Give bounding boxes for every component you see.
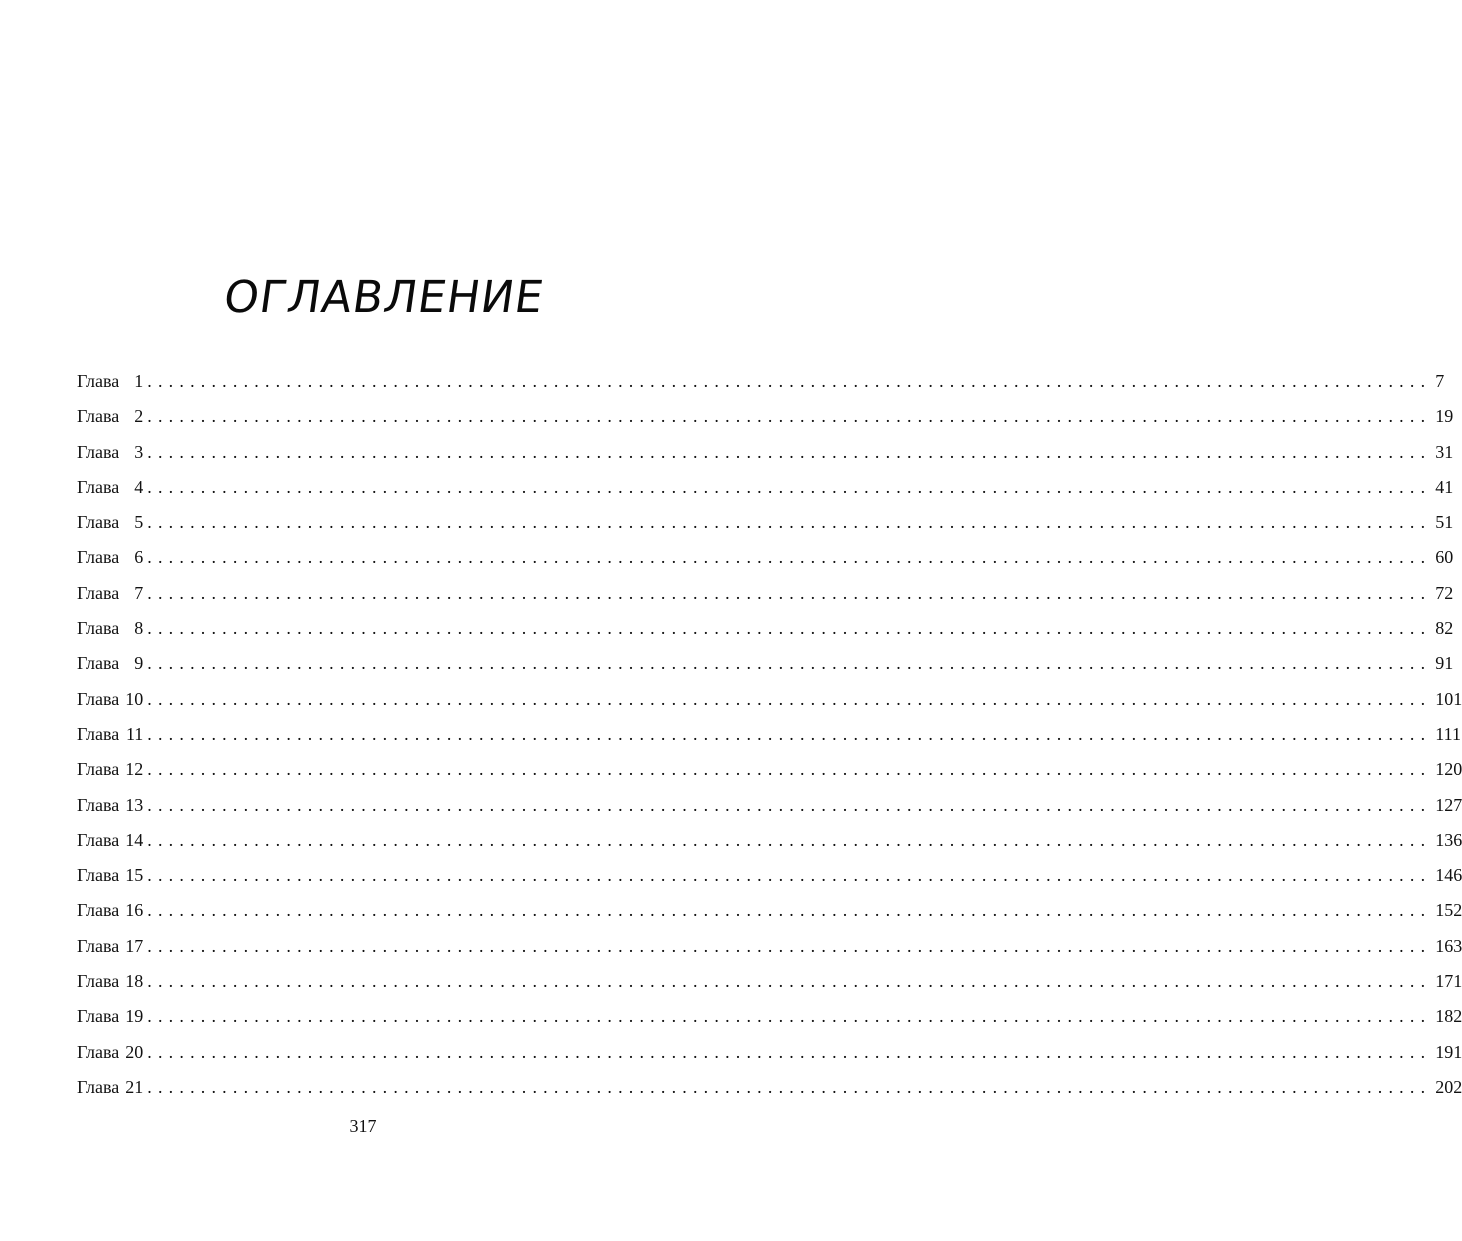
toc-entry-label: Глава — [77, 723, 120, 744]
toc-entry-number: 11 — [125, 723, 144, 744]
dot-leader: ........................................................................................................................ — [147, 582, 1432, 603]
toc-entry-page: 202 — [1435, 1076, 1462, 1097]
toc-entry-page: 120 — [1435, 759, 1462, 780]
toc-entry-number: 20 — [125, 1041, 144, 1062]
toc-entry-number: 16 — [125, 900, 144, 921]
page-number: 317 — [349, 1116, 377, 1136]
toc-entry-page: 127 — [1435, 794, 1462, 815]
toc-entry-label: Глава — [77, 582, 120, 603]
toc-entry-label: Глава — [77, 759, 120, 780]
dot-leader: ........................................................................................................................ — [147, 547, 1432, 568]
toc-entry — [77, 999, 1462, 1034]
toc-entry-page: 171 — [1435, 971, 1462, 992]
toc-entry-page: 82 — [1435, 618, 1454, 639]
toc-entry-label: Глава — [77, 1041, 120, 1062]
toc-entry-number: 9 — [134, 653, 144, 674]
toc-entry — [77, 505, 1454, 540]
toc-entry-number: 6 — [134, 547, 144, 568]
toc-entry-label: Глава — [77, 618, 120, 639]
toc-entry — [77, 399, 1454, 434]
toc-entry-page: 111 — [1435, 723, 1461, 744]
dot-leader: ........................................................................................................................ — [147, 829, 1432, 850]
toc-entry-number: 3 — [134, 441, 144, 462]
toc-entry-label: Глава — [77, 371, 120, 391]
dot-leader: ........................................................................................................................ — [147, 1076, 1432, 1097]
toc-entry-page: 91 — [1435, 653, 1454, 674]
toc-entry-number: 7 — [134, 582, 144, 603]
dot-leader: ........................................................................................................................ — [147, 723, 1432, 744]
toc-entry — [77, 964, 1462, 999]
toc-entry-label: Глава — [77, 441, 120, 462]
toc-entry-page: 72 — [1435, 582, 1454, 603]
toc-entry-label: Глава — [77, 1006, 120, 1027]
dot-leader: ........................................................................................................................ — [147, 512, 1432, 533]
toc-entry-page: 152 — [1435, 900, 1462, 921]
toc-entry-number: 2 — [134, 406, 144, 427]
toc-entry-page: 136 — [1435, 829, 1462, 850]
toc-entry-label: Глава — [77, 865, 120, 886]
toc-entry — [77, 752, 1462, 787]
toc-entry — [77, 929, 1462, 964]
toc-entry-number: 1 — [134, 371, 144, 391]
toc-entry-label: Глава — [77, 476, 120, 497]
toc-entry — [77, 682, 1462, 717]
toc-entry-page: 191 — [1435, 1041, 1462, 1062]
dot-leader: ........................................................................................................................ — [147, 476, 1432, 497]
toc-entry-page: 51 — [1435, 512, 1454, 533]
toc-entry-page: 101 — [1435, 688, 1462, 709]
page-title: ОГЛАВЛЕНИЕ — [220, 272, 548, 323]
toc-entry — [77, 470, 1454, 505]
toc-entry — [77, 646, 1454, 681]
toc-entry-label: Глава — [77, 1076, 120, 1097]
toc-entry-label: Глава — [77, 935, 120, 956]
toc-entry-number: 21 — [125, 1076, 144, 1097]
dot-leader: ........................................................................................................................ — [147, 441, 1432, 462]
dot-leader: ........................................................................................................................ — [147, 371, 1432, 391]
toc-entry-number: 4 — [134, 476, 144, 497]
toc-entry-page: 31 — [1435, 441, 1454, 462]
toc-entry — [77, 858, 1462, 893]
toc-entry — [77, 1035, 1462, 1070]
toc-entry-number: 18 — [125, 971, 144, 992]
dot-leader: ........................................................................................................................ — [147, 406, 1432, 427]
toc-entry — [77, 576, 1454, 611]
toc-entry-number: 14 — [125, 829, 144, 850]
toc-entry — [77, 611, 1454, 646]
toc-entry-number: 17 — [125, 935, 144, 956]
toc-entry-page: 41 — [1435, 476, 1454, 497]
dot-leader: ........................................................................................................................ — [147, 759, 1432, 780]
toc-entry — [77, 717, 1461, 752]
dot-leader: ........................................................................................................................ — [147, 900, 1432, 921]
toc-entry — [77, 788, 1462, 823]
toc-entry-label: Глава — [77, 653, 120, 674]
toc-entry-page: 60 — [1435, 547, 1454, 568]
toc-entry-page: 146 — [1435, 865, 1462, 886]
toc-entry-page: 19 — [1435, 406, 1454, 427]
dot-leader: ........................................................................................................................ — [147, 971, 1432, 992]
toc-entry — [77, 1070, 1462, 1105]
table-of-contents — [77, 364, 1462, 1105]
toc-entry-number: 8 — [134, 618, 144, 639]
toc-entry-number: 5 — [134, 512, 144, 533]
dot-leader: ........................................................................................................................ — [147, 1006, 1432, 1027]
dot-leader: ........................................................................................................................ — [147, 794, 1432, 815]
toc-entry-label: Глава — [77, 794, 120, 815]
toc-entry-label: Глава — [77, 547, 120, 568]
dot-leader: ........................................................................................................................ — [147, 653, 1432, 674]
toc-entry-number: 15 — [125, 865, 144, 886]
toc-entry-number: 10 — [125, 688, 144, 709]
dot-leader: ........................................................................................................................ — [147, 935, 1432, 956]
toc-entry-page: 163 — [1435, 935, 1462, 956]
toc-entry-label: Глава — [77, 971, 120, 992]
dot-leader: ........................................................................................................................ — [147, 865, 1432, 886]
toc-entry-label: Глава — [77, 900, 120, 921]
toc-entry — [77, 364, 1445, 399]
dot-leader: ........................................................................................................................ — [147, 1041, 1432, 1062]
toc-entry — [77, 435, 1454, 470]
toc-entry — [77, 823, 1462, 858]
dot-leader: ........................................................................................................................ — [147, 688, 1432, 709]
toc-entry-label: Глава — [77, 688, 120, 709]
toc-entry-number: 19 — [125, 1006, 144, 1027]
toc-entry-page: 182 — [1435, 1006, 1462, 1027]
toc-entry-label: Глава — [77, 406, 120, 427]
dot-leader: ........................................................................................................................ — [147, 618, 1432, 639]
toc-entry — [77, 893, 1462, 928]
toc-entry-page: 7 — [1435, 371, 1445, 391]
toc-entry-number: 12 — [125, 759, 144, 780]
toc-entry — [77, 540, 1454, 575]
toc-entry-label: Глава — [77, 829, 120, 850]
toc-entry-label: Глава — [77, 512, 120, 533]
toc-entry-number: 13 — [125, 794, 144, 815]
